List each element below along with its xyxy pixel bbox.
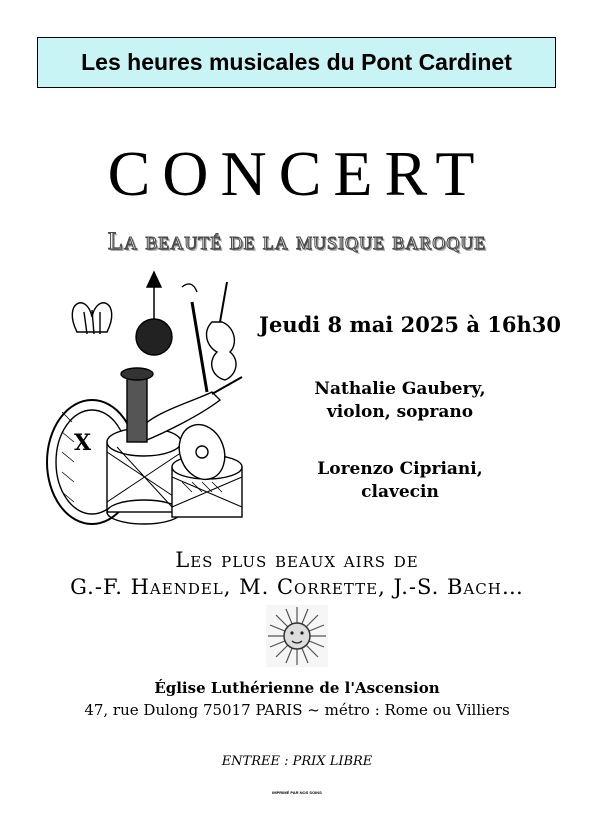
performer-2-role: clavecin [361,482,439,502]
concert-date: Jeudi 8 mai 2025 à 16h30 [259,312,561,337]
performer-1-name: Nathalie Gaubery, [314,379,486,399]
banner-title: Les heures musicales du Pont Cardinet [81,49,512,75]
entry-price: ENTREE : PRIX LIBRE [221,754,373,769]
drum-letter: X [74,430,92,456]
performer-2-name: Lorenzo Cipriani, [317,459,483,479]
concert-title: CONCERT [107,138,487,209]
performer-2 [300,458,500,504]
venue-name: Église Luthérienne de l'Ascension [154,679,440,697]
header-banner [37,37,556,88]
imprint-note: IMPRIMÉ PAR NOS SOINS [272,790,322,795]
sun-emblem-icon [266,605,328,667]
venue-address: 47, rue Dulong 75017 PARIS ~ métro : Rome ou Villiers [84,701,510,719]
program-line-2: G.-F. Haendel, M. Corrette, J.-S. Bach… [70,575,524,599]
concert-subtitle: La beauté de la musique baroque [107,228,487,255]
program-line-1: Les plus beaux airs de [175,548,419,572]
baroque-instruments-icon [42,262,262,532]
performer-1 [300,378,500,424]
performer-1-role: violon, soprano [326,402,474,422]
